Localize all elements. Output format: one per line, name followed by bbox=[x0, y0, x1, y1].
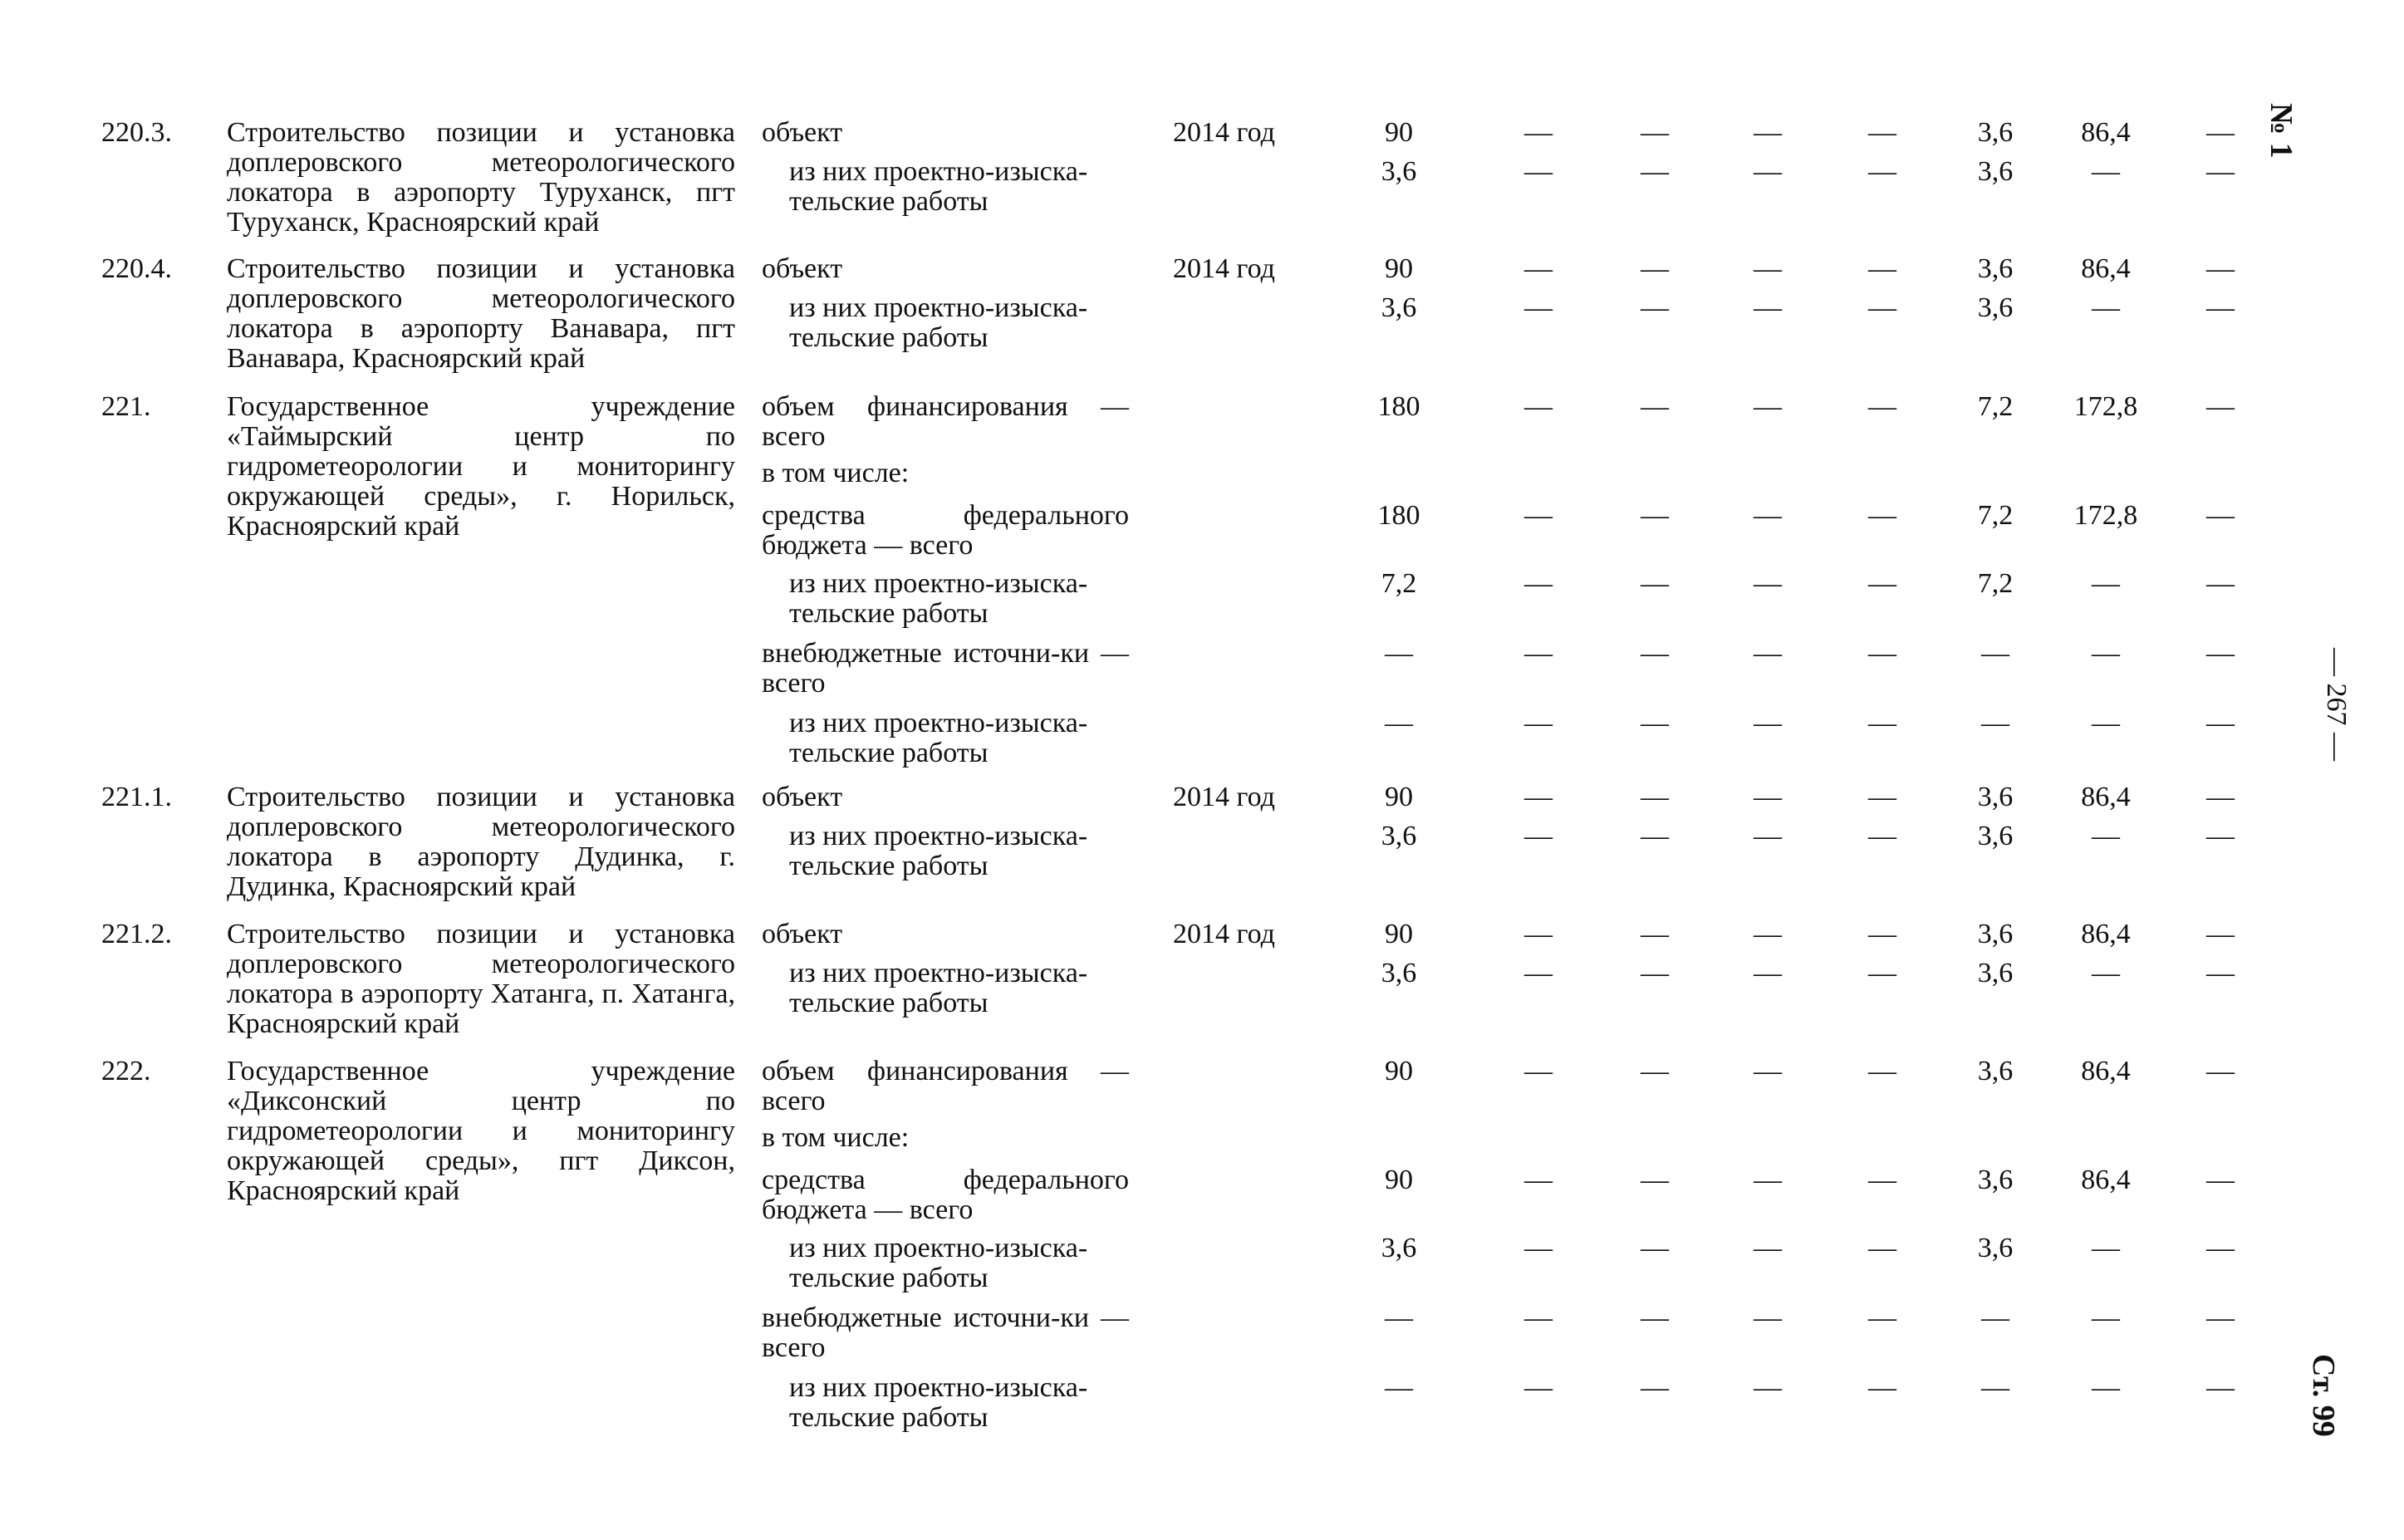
value-cell: — bbox=[1524, 782, 1553, 812]
value-cell: — bbox=[1868, 638, 1896, 669]
value-cell: 172,8 bbox=[2073, 391, 2138, 422]
value-cell: — bbox=[2206, 1165, 2235, 1195]
value-cell: — bbox=[1868, 919, 1896, 949]
page-number: — 267 — bbox=[2321, 648, 2352, 761]
value-cell: 3,6 bbox=[1381, 1233, 1417, 1263]
value-cell: — bbox=[1641, 292, 1669, 323]
row-label: объем финансирования — всего bbox=[762, 1056, 1129, 1116]
row-label: средства федерального бюджета — всего bbox=[762, 1165, 1129, 1225]
value-cell: — bbox=[1754, 782, 1782, 812]
value-cell: — bbox=[2206, 1056, 2235, 1086]
value-cell: — bbox=[1524, 1233, 1553, 1263]
value-cell: 90 bbox=[1385, 782, 1413, 812]
value-cell: 3,6 bbox=[1977, 253, 2014, 284]
value-cell: — bbox=[1641, 1233, 1669, 1263]
row-label: объект bbox=[762, 782, 843, 812]
value-cell: — bbox=[1868, 821, 1896, 851]
value-cell: — bbox=[2092, 1233, 2120, 1263]
value-cell: — bbox=[1754, 638, 1782, 669]
value-cell: — bbox=[2206, 568, 2235, 599]
value-cell: — bbox=[1641, 1302, 1669, 1333]
row-year: 2014 год bbox=[1173, 782, 1275, 812]
value-cell: 180 bbox=[1377, 500, 1420, 531]
value-cell: — bbox=[1641, 1372, 1669, 1403]
entry-title: Государственное учреждение «Диксонский центр по гидрометеорологии и мониторингу окружающей среды», пгт Диксон, Красноярский край bbox=[227, 1056, 735, 1206]
value-cell: — bbox=[1524, 919, 1553, 949]
value-cell: — bbox=[1868, 1372, 1896, 1403]
row-label: средства федерального бюджета — всего bbox=[762, 500, 1129, 561]
value-cell: — bbox=[1641, 958, 1669, 988]
value-cell: — bbox=[2092, 708, 2120, 738]
value-cell: — bbox=[1641, 821, 1669, 851]
value-cell: 7,2 bbox=[1977, 500, 2014, 531]
value-cell: — bbox=[1524, 1302, 1553, 1333]
value-cell: — bbox=[1868, 117, 1896, 148]
issue-number: № 1 bbox=[2264, 103, 2299, 159]
entry-number: 221. bbox=[101, 391, 151, 422]
entry-title: Строительство позиции и установка доплеровского метеорологического локатора в аэропорту Туруханск, пгт Туруханск, Красноярский край bbox=[227, 117, 735, 238]
value-cell: — bbox=[1641, 782, 1669, 812]
value-cell: — bbox=[2206, 156, 2235, 187]
value-cell: — bbox=[1754, 958, 1782, 988]
row-year: 2014 год bbox=[1173, 919, 1275, 949]
entry-number: 220.4. bbox=[101, 253, 172, 284]
value-cell: — bbox=[1524, 117, 1553, 148]
value-cell: — bbox=[1524, 500, 1553, 531]
value-cell: — bbox=[1641, 919, 1669, 949]
value-cell: — bbox=[1524, 292, 1553, 323]
row-label: из них проектно-изыска-тельские работы bbox=[789, 1372, 1088, 1433]
row-label: из них проектно-изыска-тельские работы bbox=[789, 292, 1088, 353]
value-cell: — bbox=[2206, 782, 2235, 812]
row-label: в том числе: bbox=[762, 458, 910, 488]
value-cell: — bbox=[1524, 1056, 1553, 1086]
value-cell: — bbox=[1754, 292, 1782, 323]
value-cell: — bbox=[1524, 821, 1553, 851]
value-cell: 3,6 bbox=[1977, 156, 2014, 187]
value-cell: — bbox=[2206, 500, 2235, 531]
row-label: из них проектно-изыска-тельские работы bbox=[789, 1233, 1088, 1293]
value-cell: — bbox=[1524, 708, 1553, 738]
value-cell: — bbox=[2206, 292, 2235, 323]
row-year: 2014 год bbox=[1173, 117, 1275, 148]
value-cell: — bbox=[2092, 958, 2120, 988]
value-cell: 86,4 bbox=[2081, 1165, 2131, 1195]
value-cell: — bbox=[1868, 156, 1896, 187]
value-cell: — bbox=[2092, 638, 2120, 669]
value-cell: 7,2 bbox=[1977, 568, 2014, 599]
value-cell: — bbox=[2206, 919, 2235, 949]
value-cell: — bbox=[2206, 958, 2235, 988]
value-cell: — bbox=[1524, 391, 1553, 422]
value-cell: — bbox=[1641, 1056, 1669, 1086]
row-label: внебюджетные источни-ки — всего bbox=[762, 1302, 1129, 1363]
value-cell: — bbox=[1641, 117, 1669, 148]
value-cell: 3,6 bbox=[1977, 117, 2014, 148]
value-cell: — bbox=[2206, 638, 2235, 669]
value-cell: — bbox=[2092, 821, 2120, 851]
entry-number: 221.2. bbox=[101, 919, 172, 949]
value-cell: 86,4 bbox=[2081, 253, 2131, 284]
value-cell: — bbox=[1754, 1302, 1782, 1333]
entry-number: 220.3. bbox=[101, 117, 172, 148]
entry-number: 222. bbox=[101, 1056, 151, 1086]
value-cell: — bbox=[1754, 1233, 1782, 1263]
value-cell: — bbox=[1524, 568, 1553, 599]
value-cell: — bbox=[2092, 1302, 2120, 1333]
article-number: Ст. 99 bbox=[2306, 1354, 2341, 1437]
entry-title: Государственное учреждение «Таймырский центр по гидрометеорологии и мониторингу окружающей среды», г. Норильск, Красноярский край bbox=[227, 391, 735, 542]
value-cell: 3,6 bbox=[1381, 821, 1417, 851]
value-cell: 3,6 bbox=[1381, 958, 1417, 988]
row-label: из них проектно-изыска-тельские работы bbox=[789, 821, 1088, 881]
value-cell: — bbox=[1754, 156, 1782, 187]
value-cell: — bbox=[1754, 1372, 1782, 1403]
value-cell: 3,6 bbox=[1977, 292, 2014, 323]
value-cell: — bbox=[2092, 156, 2120, 187]
value-cell: — bbox=[2206, 391, 2235, 422]
value-cell: — bbox=[1754, 1165, 1782, 1195]
value-cell: 3,6 bbox=[1977, 1165, 2014, 1195]
value-cell: 3,6 bbox=[1977, 1056, 2014, 1086]
value-cell: 86,4 bbox=[2081, 117, 2131, 148]
value-cell: 90 bbox=[1385, 1165, 1413, 1195]
value-cell: — bbox=[1868, 500, 1896, 531]
value-cell: — bbox=[1754, 1056, 1782, 1086]
value-cell: — bbox=[1641, 638, 1669, 669]
entry-number: 221.1. bbox=[101, 782, 172, 812]
value-cell: 86,4 bbox=[2081, 1056, 2131, 1086]
value-cell: — bbox=[1868, 1233, 1896, 1263]
value-cell: — bbox=[1385, 1302, 1413, 1333]
value-cell: 3,6 bbox=[1977, 782, 2014, 812]
value-cell: 90 bbox=[1385, 1056, 1413, 1086]
value-cell: — bbox=[2206, 117, 2235, 148]
value-cell: — bbox=[1981, 1302, 2009, 1333]
value-cell: — bbox=[1754, 253, 1782, 284]
value-cell: 3,6 bbox=[1381, 292, 1417, 323]
value-cell: — bbox=[1641, 1165, 1669, 1195]
row-label: объект bbox=[762, 919, 843, 949]
value-cell: — bbox=[2206, 708, 2235, 738]
value-cell: 180 bbox=[1377, 391, 1420, 422]
value-cell: 3,6 bbox=[1381, 156, 1417, 187]
row-label: из них проектно-изыска-тельские работы bbox=[789, 958, 1088, 1018]
value-cell: — bbox=[1754, 500, 1782, 531]
value-cell: — bbox=[1981, 1372, 2009, 1403]
value-cell: — bbox=[1981, 708, 2009, 738]
value-cell: — bbox=[2092, 1372, 2120, 1403]
value-cell: 7,2 bbox=[1381, 568, 1417, 599]
row-label: из них проектно-изыска-тельские работы bbox=[789, 708, 1088, 768]
value-cell: — bbox=[1641, 253, 1669, 284]
value-cell: — bbox=[1524, 1372, 1553, 1403]
value-cell: — bbox=[1868, 568, 1896, 599]
row-label: объект bbox=[762, 253, 843, 284]
value-cell: — bbox=[1868, 253, 1896, 284]
value-cell: — bbox=[1868, 292, 1896, 323]
entry-title: Строительство позиции и установка доплеровского метеорологического локатора в аэропорту Хатанга, п. Хатанга, Красноярский край bbox=[227, 919, 735, 1039]
value-cell: — bbox=[1524, 1165, 1553, 1195]
value-cell: — bbox=[1641, 500, 1669, 531]
value-cell: 3,6 bbox=[1977, 958, 2014, 988]
value-cell: — bbox=[1641, 156, 1669, 187]
value-cell: — bbox=[1524, 253, 1553, 284]
value-cell: — bbox=[1754, 919, 1782, 949]
value-cell: 86,4 bbox=[2081, 782, 2131, 812]
value-cell: — bbox=[2206, 253, 2235, 284]
value-cell: — bbox=[1524, 958, 1553, 988]
row-label: в том числе: bbox=[762, 1122, 910, 1153]
value-cell: — bbox=[2092, 568, 2120, 599]
value-cell: — bbox=[2206, 1372, 2235, 1403]
entry-title: Строительство позиции и установка доплеровского метеорологического локатора в аэропорту Дудинка, г. Дудинка, Красноярский край bbox=[227, 782, 735, 902]
value-cell: — bbox=[1754, 708, 1782, 738]
value-cell: — bbox=[1754, 391, 1782, 422]
value-cell: — bbox=[1641, 391, 1669, 422]
value-cell: — bbox=[1641, 708, 1669, 738]
value-cell: — bbox=[1754, 821, 1782, 851]
row-label: из них проектно-изыска-тельские работы bbox=[789, 568, 1088, 629]
row-label: объем финансирования — всего bbox=[762, 391, 1129, 452]
value-cell: — bbox=[1385, 1372, 1413, 1403]
value-cell: — bbox=[2206, 821, 2235, 851]
value-cell: — bbox=[1524, 156, 1553, 187]
value-cell: — bbox=[1385, 638, 1413, 669]
value-cell: — bbox=[1868, 1165, 1896, 1195]
value-cell: — bbox=[1868, 782, 1896, 812]
row-label: внебюджетные источни-ки — всего bbox=[762, 638, 1129, 699]
value-cell: — bbox=[1754, 568, 1782, 599]
value-cell: — bbox=[1868, 391, 1896, 422]
value-cell: 7,2 bbox=[1977, 391, 2014, 422]
row-year: 2014 год bbox=[1173, 253, 1275, 284]
entry-title: Строительство позиции и установка доплеровского метеорологического локатора в аэропорту Ванавара, пгт Ванавара, Красноярский край bbox=[227, 253, 735, 374]
value-cell: 3,6 bbox=[1977, 1233, 2014, 1263]
value-cell: — bbox=[1868, 1302, 1896, 1333]
value-cell: 86,4 bbox=[2081, 919, 2131, 949]
value-cell: 90 bbox=[1385, 117, 1413, 148]
value-cell: — bbox=[2092, 292, 2120, 323]
value-cell: — bbox=[1385, 708, 1413, 738]
value-cell: 172,8 bbox=[2073, 500, 2138, 531]
value-cell: — bbox=[1754, 117, 1782, 148]
value-cell: — bbox=[2206, 1302, 2235, 1333]
row-label: объект bbox=[762, 117, 843, 148]
row-label: из них проектно-изыска-тельские работы bbox=[789, 156, 1088, 217]
value-cell: — bbox=[1641, 568, 1669, 599]
value-cell: — bbox=[2206, 1233, 2235, 1263]
value-cell: — bbox=[1524, 638, 1553, 669]
value-cell: — bbox=[1868, 1056, 1896, 1086]
value-cell: 3,6 bbox=[1977, 919, 2014, 949]
value-cell: 90 bbox=[1385, 253, 1413, 284]
value-cell: 3,6 bbox=[1977, 821, 2014, 851]
value-cell: — bbox=[1868, 958, 1896, 988]
value-cell: 90 bbox=[1385, 919, 1413, 949]
value-cell: — bbox=[1868, 708, 1896, 738]
value-cell: — bbox=[1981, 638, 2009, 669]
